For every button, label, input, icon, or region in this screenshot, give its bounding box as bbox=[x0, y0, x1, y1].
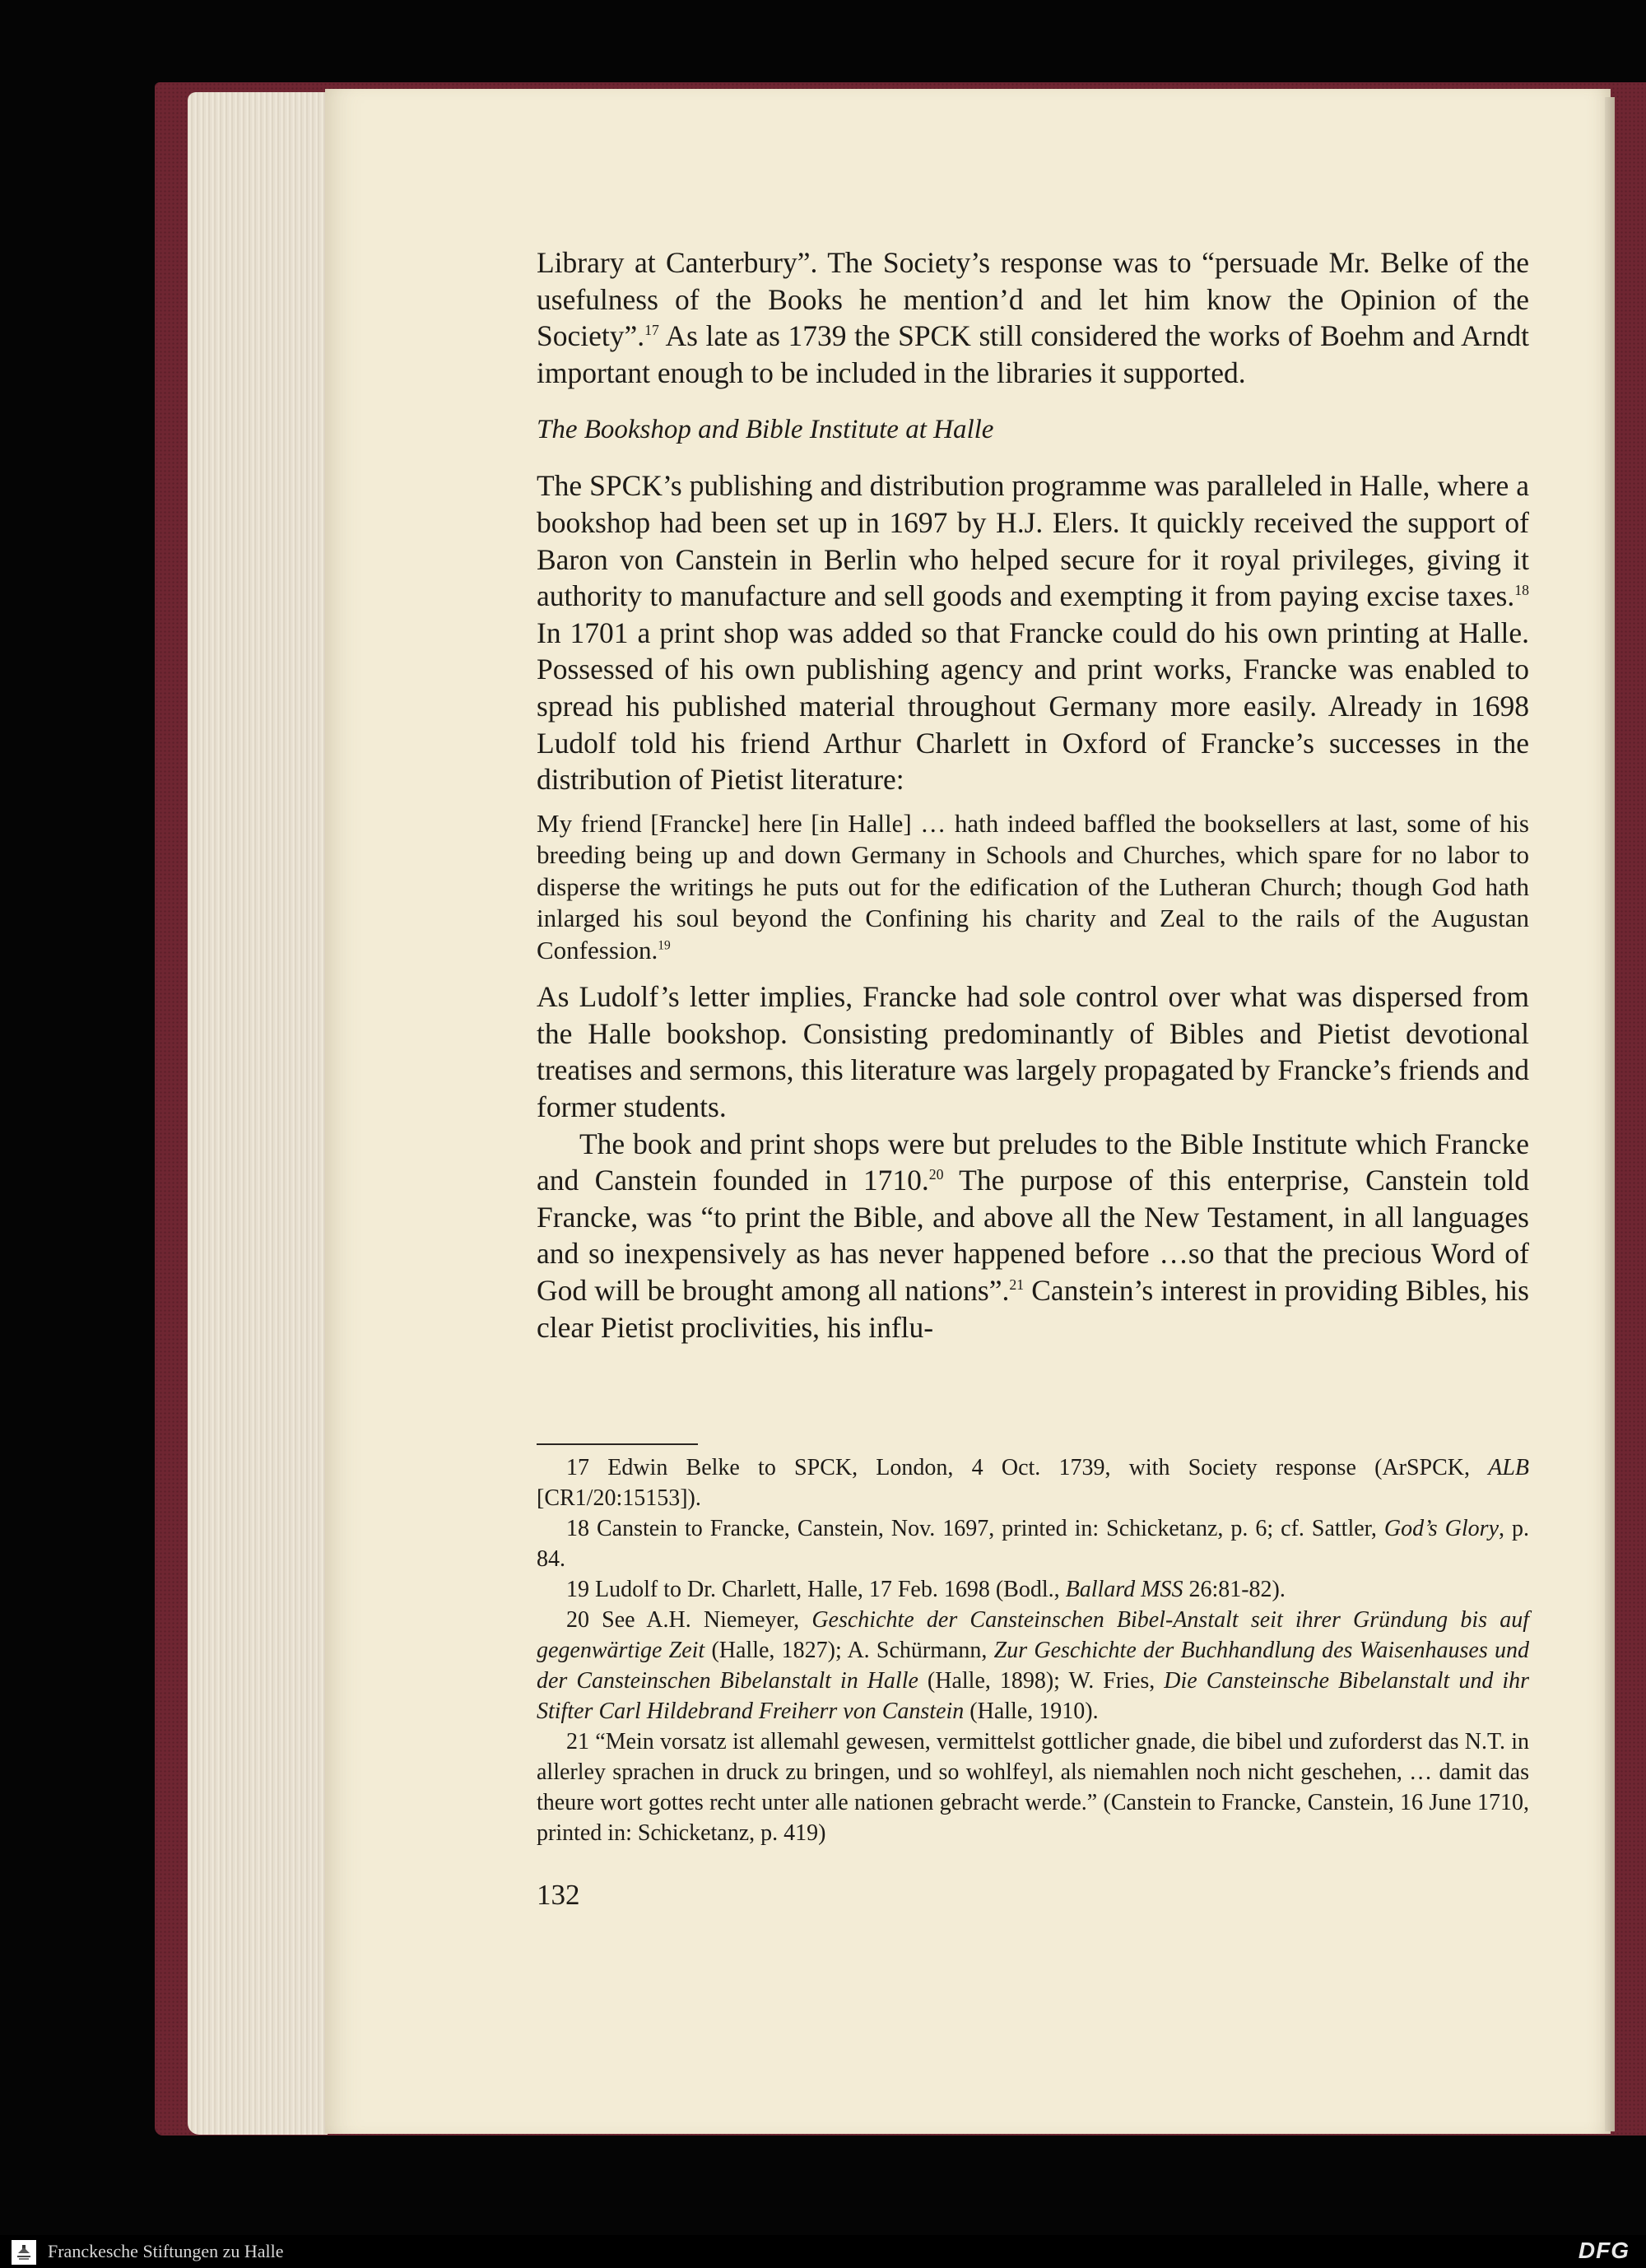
footnote-20-text-d: (Halle, 1910). bbox=[964, 1699, 1099, 1724]
footnote-20-italic-2: Zur Geschichte der Buchhandlung des Waisenhauses und der Cansteinschen Bibelanstalt in Halle bbox=[537, 1638, 1529, 1694]
footnote-20-italic-3: Die Cansteinsche Bibelanstalt und ihr Stifter Carl Hildebrand Freiherr von Canstein bbox=[537, 1668, 1529, 1724]
block-quote bbox=[537, 808, 1529, 967]
franckesche-stiftungen-logo-icon[interactable] bbox=[12, 2240, 36, 2265]
footnote-ref-21: 21 bbox=[1009, 1276, 1025, 1294]
footnote-17-text-b: [CR1/20:15153]). bbox=[537, 1485, 701, 1511]
section-heading: The Bookshop and Bible Institute at Halle bbox=[537, 415, 994, 445]
footnote-19-text-b: 26:81-82). bbox=[1183, 1577, 1286, 1602]
paragraph-2-text-b: In 1701 a print shop was added so that Francke could do his own printing at Halle. Possessed of his own publishing agency and print works, Francke was enabled to spread his published material throughout Germany more easily. Already in 1698 Ludolf told his friend Arthur Charlett in Oxford of Francke’s successes in the distribution of Pietist literature: bbox=[537, 616, 1529, 797]
footnote-17-text-a: 17 Edwin Belke to SPCK, London, 4 Oct. 1739, with Society response (ArSPCK, bbox=[566, 1455, 1489, 1480]
footnote-19 bbox=[537, 1574, 1529, 1605]
footnote-20-text-b: (Halle, 1827); A. Schürmann, bbox=[704, 1638, 994, 1663]
footnote-20-italic-1: Geschichte der Cansteinschen Bibel-Anstalt seit ihrer Gründung bis auf gegenwärtige Zeit bbox=[537, 1607, 1529, 1663]
paragraph-4-text-a: The book and print shops were but preludes to the Bible Institute which Francke and Canstein founded in 1710. bbox=[537, 1127, 1529, 1197]
paragraph-2-text-a: The SPCK’s publishing and distribution programme was paralleled in Halle, where a bookshop had been set up in 1697 by H.J. Elers. It quickly received the support of Baron von Canstein in Berlin who helped secure for it royal privileges, giving it authority to manufacture and sell goods and exempting it from paying excise taxes. bbox=[537, 469, 1529, 613]
footnote-21: 21 “Mein vorsatz ist allemahl gewesen, vermittelst gottlicher gnade, die bibel und zuforderst das N.T. in allerley sprachen in druck zu bringen, und so wohlfeyl, als niemahlen noch nicht geschehen, … damit das theure wort gottes recht unter alle nationen gebracht werde.” (Canstein to Francke, Canstein, 16 June 1710, printed in: Schicketanz, p. 419) bbox=[537, 1729, 1529, 1846]
paragraph-4-text-b: The purpose of this enterprise, Canstein told Francke, was “to print the Bible, and above all the New Testament, in all languages and so inexpensively as has never happened before …so that the precious Word of God will be brought among all nations”. bbox=[537, 1164, 1529, 1307]
footnote-18-text-b: , p. 84. bbox=[537, 1516, 1530, 1572]
footnote-18-text-a: 18 Canstein to Francke, Canstein, Nov. 1697, printed in: Schicketanz, p. 6; cf. Sattler, bbox=[566, 1516, 1384, 1541]
paragraph-4 bbox=[537, 1126, 1529, 1346]
paragraph-1-end: As late as 1739 the SPCK still considered the works of Boehm and Arndt important enough to be included in the libraries it supported. bbox=[537, 319, 1529, 389]
footnote-20-text-a: 20 See A.H. Niemeyer, bbox=[566, 1607, 812, 1633]
page-number: 132 bbox=[537, 1879, 580, 1911]
footnote-ref-17: 17 bbox=[644, 322, 659, 339]
footnote-19-text-a: 19 Ludolf to Dr. Charlett, Halle, 17 Feb. 1698 (Bodl., bbox=[566, 1577, 1066, 1602]
footnote-18-italic: God’s Glory bbox=[1383, 1516, 1500, 1541]
footnote-17-italic: ALB bbox=[1488, 1455, 1529, 1480]
footnote-ref-20: 20 bbox=[928, 1166, 944, 1183]
dfg-logo[interactable]: DFG bbox=[1578, 2238, 1630, 2263]
paragraph-1-text: Library at Canterbury”. The Society’s response was to “persuade Mr. Belke of the usefulness of the Books he mention’d and let him know the Opinion of the Society”. bbox=[537, 246, 1529, 353]
footnote-18 bbox=[537, 1513, 1529, 1574]
institution-label[interactable]: Franckesche Stiftungen zu Halle bbox=[48, 2241, 284, 2261]
block-quote-text: My friend [Francke] here [in Halle] … hath indeed baffled the booksellers at last, some of his breeding being up and down Germany in Schools and Churches, which spare for no labor to disperse the writings he puts out for the edification of the Lutheran Church; though God hath inlarged his soul beyond the Confining his charity and Zeal to the rails of the Augustan Confession. bbox=[537, 808, 1529, 964]
footnotes bbox=[537, 1452, 1529, 1848]
paragraph-2 bbox=[537, 467, 1529, 797]
paragraph-3: As Ludolf’s letter implies, Francke had sole control over what was dispersed from the Halle bookshop. Consisting predominantly of Bibles and Pietist devotional treatises and sermons, this literature was largely propagated by Francke’s friends and former students. bbox=[537, 980, 1529, 1123]
footnote-ref-19: 19 bbox=[658, 938, 671, 953]
footnote-17 bbox=[537, 1452, 1529, 1513]
footnote-divider bbox=[537, 1443, 698, 1445]
paragraph-4-text-c: Canstein’s interest in providing Bibles, his clear Pietist proclivities, his influ- bbox=[537, 1273, 1529, 1344]
main-text-column bbox=[537, 244, 1529, 1345]
footnote-20 bbox=[537, 1605, 1529, 1727]
footnote-19-italic: Ballard MSS bbox=[1065, 1577, 1183, 1602]
footnote-ref-18: 18 bbox=[1514, 582, 1529, 599]
page-stack-edge bbox=[188, 92, 328, 2135]
paragraph-1 bbox=[537, 244, 1529, 391]
footnote-20-text-c: (Halle, 1898); W. Fries, bbox=[918, 1668, 1165, 1694]
page-gutter-shadow bbox=[1605, 97, 1615, 2131]
